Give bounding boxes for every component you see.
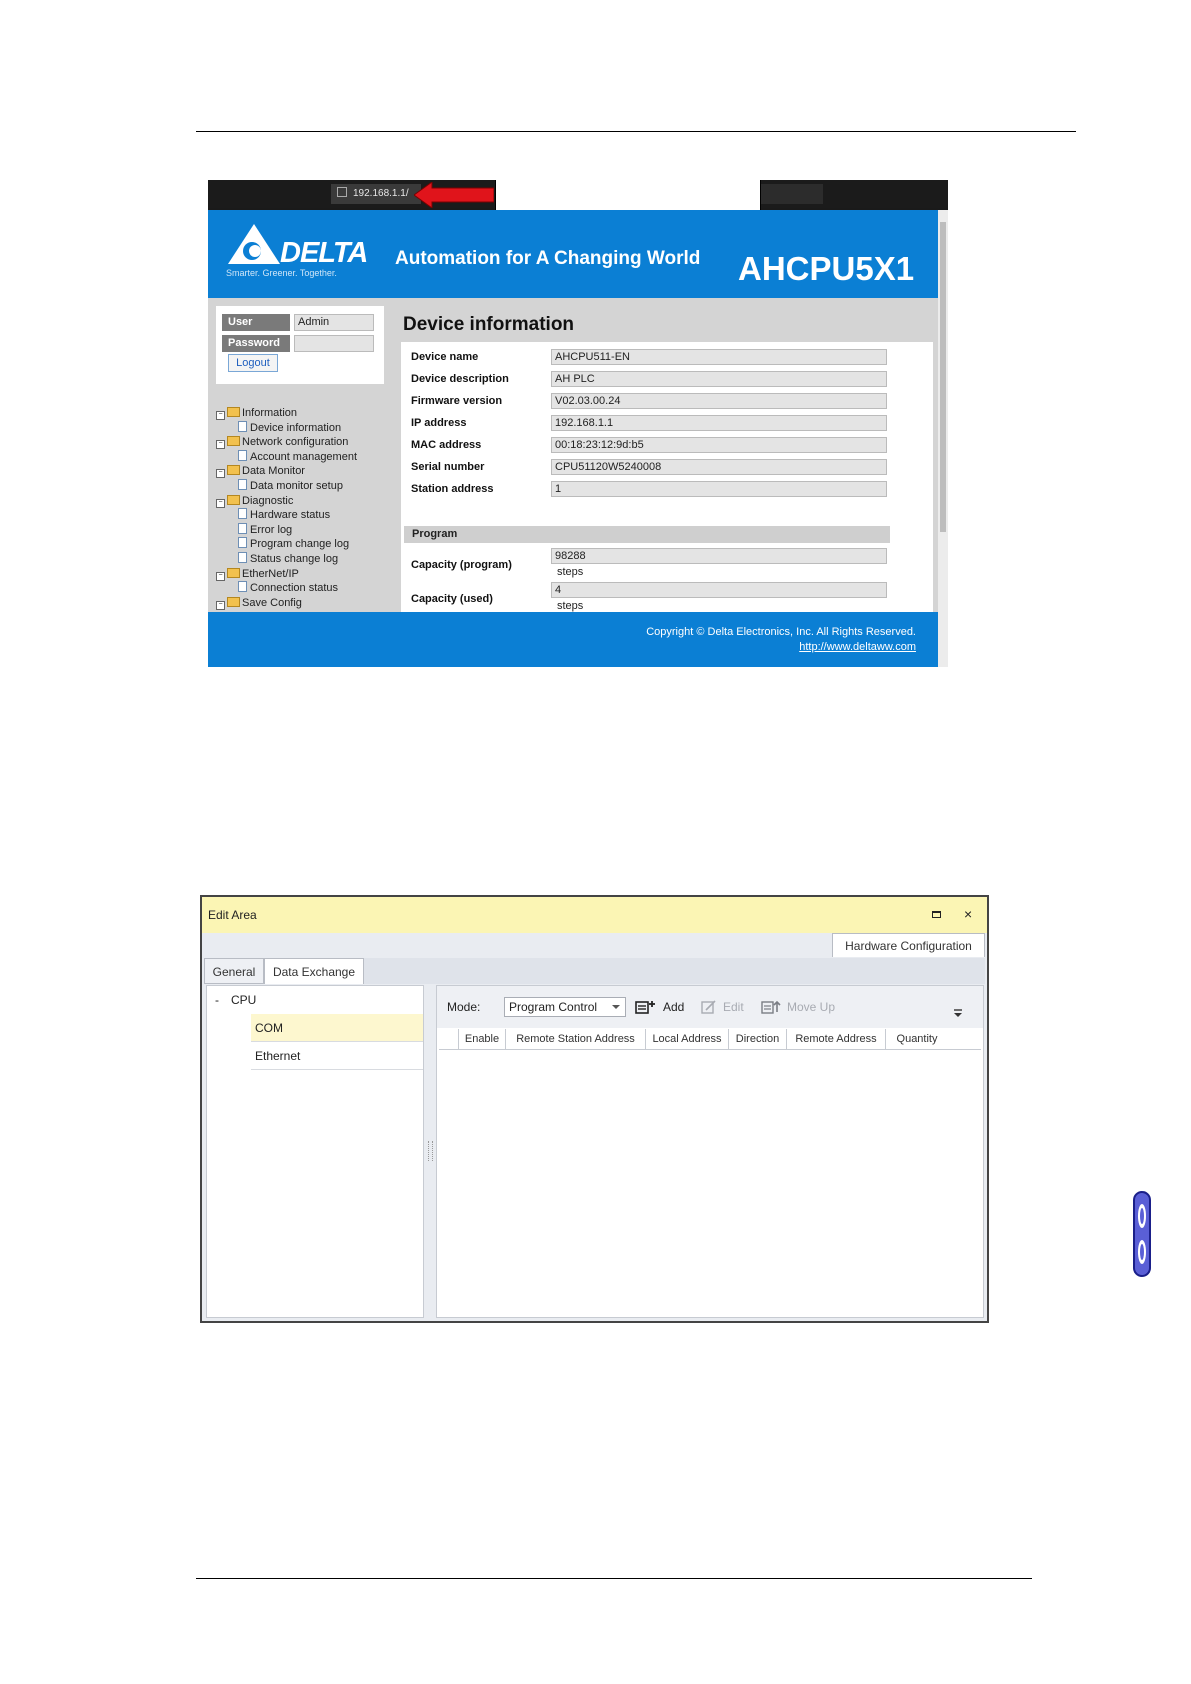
folder-icon bbox=[227, 436, 240, 446]
nav-tree-label: Connection status bbox=[250, 582, 339, 595]
nav-tree-label: Hardware status bbox=[250, 509, 331, 522]
delta-logo-icon bbox=[228, 224, 280, 264]
program-value: 4 bbox=[551, 582, 887, 598]
folder-icon bbox=[227, 465, 240, 475]
page-icon bbox=[238, 450, 247, 461]
device-info-value: 192.168.1.1 bbox=[551, 415, 887, 431]
nav-tree-item[interactable] bbox=[216, 464, 305, 478]
expand-collapse-icon[interactable]: − bbox=[216, 601, 225, 610]
red-arrow-icon bbox=[414, 182, 494, 208]
program-row bbox=[401, 548, 933, 582]
page-info-icon bbox=[337, 187, 347, 197]
close-icon[interactable]: × bbox=[964, 906, 973, 922]
nav-tree-label: Diagnostic bbox=[242, 494, 294, 507]
column-header[interactable]: Quantity bbox=[896, 1033, 938, 1045]
browser-toolbar bbox=[208, 180, 948, 208]
device-info-label: Firmware version bbox=[411, 395, 503, 407]
delta-web-screenshot bbox=[208, 180, 948, 667]
program-unit: steps bbox=[557, 600, 584, 612]
chevron-down-icon bbox=[612, 1005, 620, 1009]
mode-select-value: Program Control bbox=[509, 1000, 598, 1014]
page-icon bbox=[238, 581, 247, 592]
device-info-row bbox=[401, 456, 933, 478]
login-box bbox=[216, 306, 384, 384]
delta-banner bbox=[208, 210, 938, 298]
nav-tree-label: Network configuration bbox=[242, 436, 349, 449]
nav-tree-item[interactable] bbox=[238, 479, 343, 493]
tree-node-com[interactable]: COM bbox=[251, 1014, 423, 1042]
data-exchange-toolbar bbox=[437, 986, 983, 1028]
edit-button[interactable] bbox=[701, 999, 744, 1015]
expand-collapse-icon[interactable]: − bbox=[216, 499, 225, 508]
page-icon bbox=[238, 508, 247, 519]
device-info-panel bbox=[395, 302, 935, 612]
data-exchange-grid-header bbox=[439, 1029, 981, 1050]
nav-tree-label: Data Monitor bbox=[242, 465, 305, 478]
tab-data-exchange[interactable]: Data Exchange bbox=[264, 958, 364, 984]
delta-website-link[interactable]: http://www.deltaww.com bbox=[799, 641, 916, 653]
device-info-value: AHCPU511-EN bbox=[551, 349, 887, 365]
page-icon bbox=[238, 552, 247, 563]
password-field[interactable] bbox=[294, 335, 374, 352]
nav-tree-item[interactable] bbox=[238, 523, 292, 537]
device-info-row bbox=[401, 368, 933, 390]
device-info-label: Serial number bbox=[411, 461, 485, 473]
move-up-button[interactable] bbox=[761, 999, 835, 1015]
delta-footer bbox=[208, 612, 938, 667]
edit-icon bbox=[701, 1000, 717, 1014]
folder-icon bbox=[227, 495, 240, 505]
page-title: Device information bbox=[403, 314, 575, 335]
folder-icon bbox=[227, 597, 240, 607]
tab-hardware-configuration[interactable]: Hardware Configuration bbox=[832, 933, 985, 957]
nav-tree-item[interactable] bbox=[216, 435, 348, 449]
password-label: Password bbox=[222, 335, 290, 352]
grid-row-header bbox=[439, 1029, 459, 1049]
add-label: Add bbox=[663, 1000, 685, 1014]
panel-splitter[interactable] bbox=[424, 985, 436, 1318]
address-bar[interactable] bbox=[331, 184, 421, 204]
column-header[interactable]: Enable bbox=[459, 1029, 506, 1049]
copyright-text: Copyright © Delta Electronics, Inc. All Rights Reserved. bbox=[646, 626, 916, 638]
device-info-value: AH PLC bbox=[551, 371, 887, 387]
page-icon bbox=[238, 421, 247, 432]
page-icon bbox=[238, 523, 247, 534]
nav-tree-item[interactable] bbox=[238, 537, 349, 551]
nav-tree-item[interactable] bbox=[238, 450, 357, 464]
banner-slogan: Automation for A Changing World bbox=[395, 248, 701, 269]
mode-select[interactable] bbox=[504, 997, 626, 1017]
column-header[interactable]: Remote Address bbox=[787, 1029, 886, 1049]
program-value: 98288 bbox=[551, 548, 887, 564]
folder-icon bbox=[227, 407, 240, 417]
nav-tree-label: EtherNet/IP bbox=[242, 567, 299, 580]
data-exchange-panel bbox=[436, 985, 984, 1318]
nav-tree-label: Account management bbox=[250, 450, 358, 463]
move-up-label: Move Up bbox=[787, 1000, 836, 1014]
chapter-number-badge bbox=[1132, 1190, 1152, 1278]
move-up-icon bbox=[761, 1000, 781, 1014]
device-info-label: MAC address bbox=[411, 439, 482, 451]
device-info-value: 00:18:23:12:9d:b5 bbox=[551, 437, 887, 453]
nav-tree-label: Status change log bbox=[250, 553, 339, 565]
expand-collapse-icon[interactable]: − bbox=[216, 411, 225, 420]
expand-collapse-icon[interactable]: − bbox=[216, 440, 225, 449]
nav-tree-label: Data monitor setup bbox=[250, 480, 343, 492]
edit-area-title: Edit Area bbox=[202, 897, 987, 933]
nav-tree bbox=[216, 398, 386, 610]
program-label: Capacity (program) bbox=[411, 559, 512, 571]
splitter-grip[interactable] bbox=[428, 1141, 433, 1161]
tree-node-ethernet[interactable]: Ethernet bbox=[251, 1042, 423, 1070]
address-bar-url: 192.168.1.1/ bbox=[353, 188, 409, 199]
delta-logo-text: DELTA bbox=[280, 237, 368, 269]
folder-icon bbox=[227, 568, 240, 578]
logout-button[interactable]: Logout bbox=[228, 354, 278, 372]
column-header[interactable]: Direction bbox=[729, 1029, 787, 1049]
callout-box bbox=[495, 180, 761, 211]
device-info-label: Device name bbox=[411, 351, 479, 363]
nav-tree-item[interactable] bbox=[216, 494, 293, 508]
nav-tree-item[interactable] bbox=[216, 567, 299, 581]
nav-tree-label: Save Config bbox=[242, 596, 302, 609]
program-section-header: Program bbox=[404, 526, 890, 543]
edit-label: Edit bbox=[723, 1000, 744, 1014]
toolbar-overflow-icon[interactable] bbox=[953, 1008, 963, 1018]
nav-tree-label: Program change log bbox=[250, 538, 350, 551]
program-row bbox=[401, 582, 933, 616]
browser-tab-strip bbox=[761, 184, 823, 204]
web-body bbox=[208, 298, 938, 612]
nav-tree-item[interactable] bbox=[238, 508, 330, 522]
program-unit: steps bbox=[557, 566, 584, 578]
user-field[interactable]: Admin bbox=[294, 314, 374, 331]
nav-tree-label: Information bbox=[242, 407, 298, 419]
page-scrollbar[interactable] bbox=[938, 210, 948, 667]
expand-collapse-icon[interactable]: − bbox=[216, 469, 225, 478]
scrollbar-thumb[interactable] bbox=[940, 222, 946, 532]
nav-tree-item[interactable] bbox=[238, 581, 338, 595]
device-info-row bbox=[401, 478, 933, 500]
device-info-row bbox=[401, 412, 933, 434]
edit-area-window bbox=[200, 895, 989, 1323]
device-info-row bbox=[401, 434, 933, 456]
nav-tree-item[interactable] bbox=[238, 552, 338, 566]
device-info-row bbox=[401, 346, 933, 368]
device-info-label: Station address bbox=[411, 483, 494, 495]
header-rule bbox=[196, 131, 1076, 132]
page-icon bbox=[238, 479, 247, 490]
device-info-value: 1 bbox=[551, 481, 887, 497]
column-header[interactable]: Local Address bbox=[646, 1029, 729, 1049]
nav-tree-item[interactable] bbox=[216, 406, 297, 420]
device-info-label: Device description bbox=[411, 373, 509, 385]
delta-logo-tagline: Smarter. Greener. Together. bbox=[226, 268, 337, 278]
station-tree bbox=[206, 985, 424, 1318]
nav-tree-item[interactable] bbox=[238, 421, 341, 435]
mode-label: Mode: bbox=[447, 1000, 481, 1014]
banner-model: AHCPU5X1 bbox=[738, 250, 915, 287]
nav-tree-label: Device information bbox=[250, 421, 342, 434]
nav-tree-label: Error log bbox=[250, 523, 293, 536]
column-header[interactable]: Remote Station Address bbox=[506, 1029, 646, 1049]
nav-tree-item[interactable] bbox=[216, 596, 302, 610]
tree-node-cpu[interactable]: CPU bbox=[231, 993, 257, 1007]
device-info-value: V02.03.00.24 bbox=[551, 393, 887, 409]
tree-collapse-toggle[interactable]: - bbox=[215, 993, 219, 1007]
add-button[interactable] bbox=[635, 999, 684, 1015]
expand-collapse-icon[interactable]: − bbox=[216, 572, 225, 581]
device-info-value: CPU51120W5240008 bbox=[551, 459, 887, 475]
add-row-icon bbox=[635, 1000, 657, 1014]
footer-rule bbox=[196, 1578, 1032, 1579]
program-label: Capacity (used) bbox=[411, 593, 493, 605]
page-icon bbox=[238, 537, 247, 548]
device-info-label: IP address bbox=[411, 417, 467, 429]
device-info-table bbox=[401, 342, 933, 612]
sub-tabs bbox=[204, 958, 985, 984]
device-info-row bbox=[401, 390, 933, 412]
maximize-icon[interactable] bbox=[932, 911, 941, 918]
tab-general[interactable]: General bbox=[204, 958, 264, 984]
user-label: User bbox=[222, 314, 290, 331]
